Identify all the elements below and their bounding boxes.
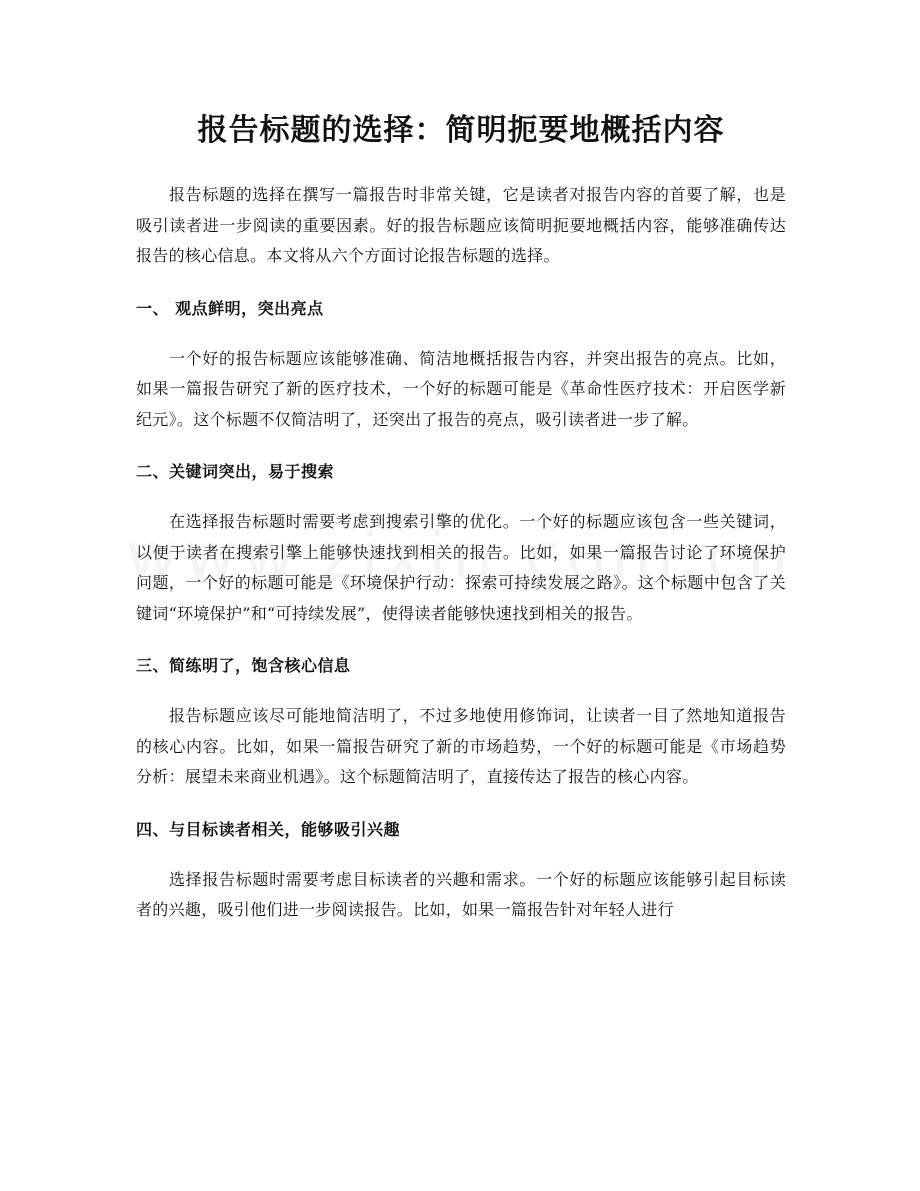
section-body-2: 在选择报告标题时需要考虑到搜索引擎的优化。一个好的标题应该包含一些关键词，以便于读者在搜索引擎上能够快速找到相关的报告。比如，如果一篇报告讨论了环境保护问题，一个好的标题可能是《环境保护行动：探索可持续发展之路》。这个标题中包含了关键词“环境保护”和“可持续发展”，使得读者能够快速找到相关的报告。 <box>136 512 786 623</box>
section-heading-3: 三、简练明了，饱含核心信息 <box>136 656 351 675</box>
section-body-1: 一个好的报告标题应该能够准确、简洁地概括报告内容，并突出报告的亮点。比如，如果一篇报告研究了新的医疗技术，一个好的标题可能是《革命性医疗技术：开启医学新纪元》。这个标题不仅简洁明了，还突出了报告的亮点，吸引读者进一步了解。 <box>136 348 786 429</box>
document-page <box>136 100 786 926</box>
section-body-3: 报告标题应该尽可能地简洁明了，不过多地使用修饰词，让读者一目了然地知道报告的核心内容。比如，如果一篇报告研究了新的市场趋势，一个好的标题可能是《市场趋势分析：展望未来商业机遇》。这个标题简洁明了，直接传达了报告的核心内容。 <box>136 706 786 786</box>
section-body-4: 选择报告标题时需要考虑目标读者的兴趣和需求。一个好的标题应该能够引起目标读者的兴趣，吸引他们进一步阅读报告。比如，如果一篇报告针对年轻人进行 <box>136 869 786 919</box>
intro-paragraph: 报告标题的选择在撰写一篇报告时非常关键，它是读者对报告内容的首要了解，也是吸引读者进一步阅读的重要因素。好的报告标题应该简明扼要地概括内容，能够准确传达报告的核心信息。本文将从六个方面讨论报告标题的选择。 <box>136 185 786 265</box>
section-heading-4: 四、与目标读者相关，能够吸引兴趣 <box>136 819 401 839</box>
document-title: 报告标题的选择：简明扼要地概括内容 <box>197 113 725 148</box>
section-heading-2: 二、关键词突出，易于搜索 <box>136 462 335 481</box>
section-heading-1: 一、 观点鲜明，突出亮点 <box>136 298 324 318</box>
